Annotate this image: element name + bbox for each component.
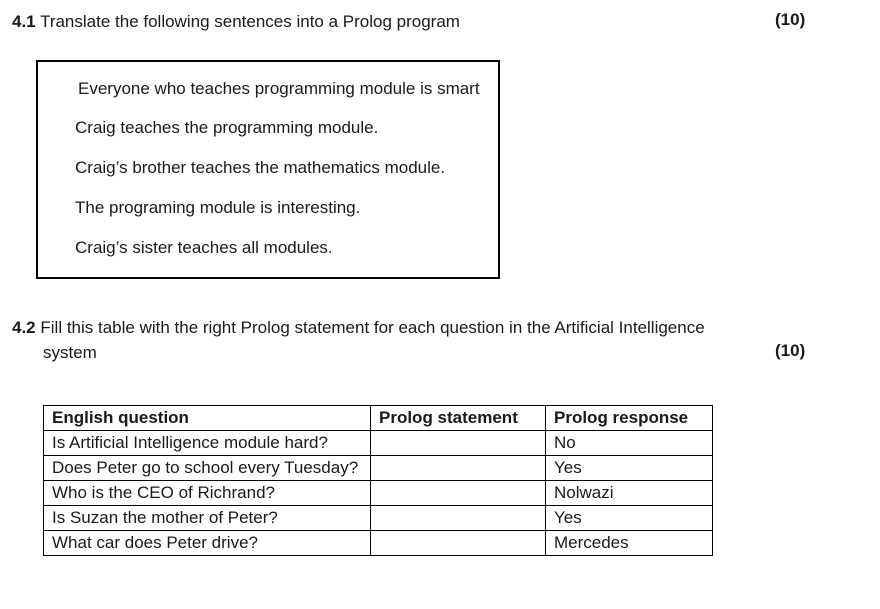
english-question-cell: Is Suzan the mother of Peter? — [44, 506, 371, 531]
sentence-3: Craig’s brother teaches the mathematics module. — [75, 158, 446, 177]
table-row — [44, 431, 713, 456]
question-number: 4.2 — [12, 318, 36, 337]
question-4-2-heading — [12, 316, 705, 340]
prolog-statement-cell[interactable] — [371, 456, 546, 481]
prolog-response-cell: No — [546, 431, 713, 456]
prolog-statement-cell[interactable] — [371, 531, 546, 556]
prolog-response-cell: Nolwazi — [546, 481, 713, 506]
prolog-statement-cell[interactable] — [371, 506, 546, 531]
english-question-cell: Is Artificial Intelligence module hard? — [44, 431, 371, 456]
prolog-response-cell: Mercedes — [546, 531, 713, 556]
english-question-cell: What car does Peter drive? — [44, 531, 371, 556]
question-4-1-heading — [12, 10, 460, 34]
sentence-4: The programing module is interesting. — [75, 198, 361, 217]
marks-label: (10) — [775, 341, 806, 360]
header-prolog-response: Prolog response — [546, 406, 713, 431]
header-prolog-statement: Prolog statement — [371, 406, 546, 431]
table-row — [44, 481, 713, 506]
prolog-response-cell: Yes — [546, 456, 713, 481]
english-question-cell: Who is the CEO of Richrand? — [44, 481, 371, 506]
question-text: Translate the following sentences into a Prolog program — [40, 12, 460, 31]
sentence-2: Craig teaches the programming module. — [75, 118, 379, 137]
question-number: 4.1 — [12, 12, 36, 31]
table-row — [44, 531, 713, 556]
sentences-box — [36, 60, 500, 279]
question-text-continued: system — [43, 343, 97, 362]
table-row — [44, 456, 713, 481]
sentence-1: Everyone who teaches programming module is smart — [78, 79, 480, 98]
marks-label: (10) — [775, 10, 806, 29]
answer-table — [43, 405, 713, 556]
prolog-statement-cell[interactable] — [371, 481, 546, 506]
table-header-row — [44, 406, 713, 431]
prolog-response-cell: Yes — [546, 506, 713, 531]
prolog-statement-cell[interactable] — [371, 431, 546, 456]
sentence-5: Craig’s sister teaches all modules. — [75, 238, 333, 257]
header-english-question: English question — [44, 406, 371, 431]
table-row — [44, 506, 713, 531]
english-question-cell: Does Peter go to school every Tuesday? — [44, 456, 371, 481]
question-text: Fill this table with the right Prolog statement for each question in the Artificial Intelligence — [40, 318, 705, 337]
